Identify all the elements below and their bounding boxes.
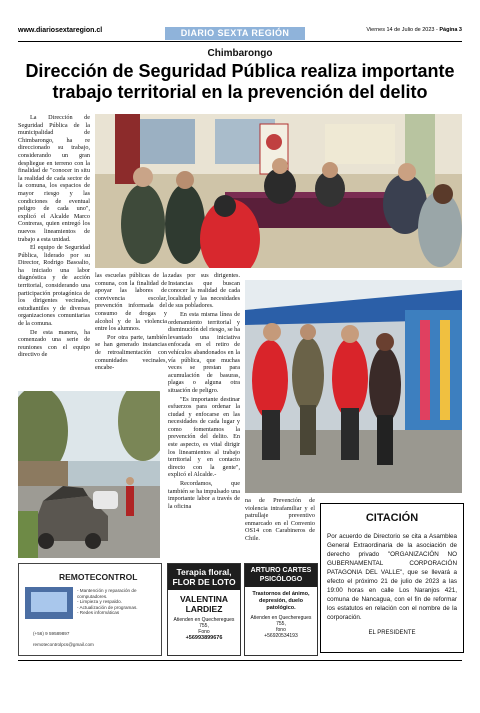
article-headline: Dirección de Seguridad Pública realiza importante trabajo territorial en la prevención del delito — [25, 61, 455, 102]
article-column-4 — [245, 497, 315, 544]
ad-services: Trastornos del ánimo, depresión, duelo patológico. — [252, 591, 310, 611]
computer-icon — [25, 587, 73, 619]
paragraph: Por otra parte, también se han generado instancias de retroalimentación con comunidades vecinales, encabe- — [95, 333, 167, 372]
ad-phone[interactable]: +56993899676 — [185, 635, 223, 641]
service-item: - Mantención y reparación de computadores. — [77, 588, 137, 599]
ad-phone[interactable]: +56920534193 — [264, 633, 298, 639]
paragraph: El equipo de Seguridad Pública, liderado por su Director, Rodrigo Basoalto, ha iniciado una labor diagnóstica y de acción territorial, considerando una participación protagónica de los dirigentes vecinales, estudiantiles y de diversas organizaciones comunitarias de la comuna. — [18, 244, 90, 328]
paragraph: "Es importante destinar esfuerzos para ordenar la ciudad y enfocarse en las necesidades de cada lugar y como fomentamos la prevención del delito. En este aspecto, es vital dirigir los lineamientos al trabajo territorial y en contacto directo con la gente", explicó el Alcalde.- — [168, 395, 240, 479]
meeting-photo — [95, 114, 462, 268]
service-item: - Limpieza y respaldo. — [77, 599, 122, 605]
header-divider — [18, 41, 462, 42]
ad-phone-label: fono — [276, 627, 286, 633]
article-column-3 — [168, 272, 240, 511]
date-text: Viernes 14 de Julio de 2023 - — [366, 27, 438, 33]
ad-address: Atienden en Quecheregues 755, — [250, 615, 312, 627]
ad-name: VALENTINA LARDIEZ — [179, 594, 228, 614]
ad-phone[interactable]: (+56) 9 59589897 — [33, 631, 70, 636]
article-kicker: Chimbarongo — [207, 48, 273, 59]
date-page — [366, 27, 462, 33]
notice-signature: EL PRESIDENTE — [368, 630, 416, 636]
notice-title: CITACIÓN — [365, 512, 419, 524]
notice-body: Por acuerdo de Directorio se cita a Asamblea General Extraordinaria de la asociación de derecho privado "ORGANIZACIÓN NO GUBERNAMENTAL CORPORACIÓN PATAGONIA DEL VALLE", que se llevará a efecto el próximo 21 de julio de 2023 a las 19:00 horas en calle Los Naranjos 421, comuna de Nancagua, con el fin de reformar los estatutos en relación con el nombre de la corporación. — [327, 533, 457, 621]
site-url[interactable]: www.diariosextaregion.cl — [18, 27, 103, 34]
ad-phone-label: Fono — [198, 629, 210, 635]
remote-control-ad[interactable] — [18, 563, 162, 656]
paragraph: Recordamos, que también se ha impulsado una importante labor a través de la oficina — [168, 480, 240, 510]
ad-brand: REMOTECONTROL — [59, 572, 138, 582]
article-column-1 — [18, 114, 90, 360]
page-number: Página 3 — [439, 27, 462, 33]
footer-divider — [18, 660, 462, 661]
ad-email[interactable]: remotecontrolpcs@gmail.com — [33, 642, 94, 647]
paragraph: zadas por sus dirigentes. Instancias que buscan conocer la realidad de cada localidad y las necesidades de sus pobladores. — [168, 272, 240, 310]
ad-address: Atienden en Quecheregues 755, — [173, 617, 235, 629]
section-title: DIARIO SEXTA REGIÓN — [180, 28, 290, 38]
ad-services — [77, 588, 157, 616]
ad-title: ARTURO CARTES PSICÓLOGO — [245, 564, 317, 587]
paragraph: En esta misma línea de ordenamiento territorial y disminución del riesgo, se ha levantado una iniciativa enfocada en el retiro de vehículos abandonados en la vía pública, que muchas veces se prestan para acumulación de basuras, plagas o alguna otra situación de peligro. — [168, 310, 241, 394]
section-band — [165, 27, 305, 40]
citacion-notice — [320, 503, 464, 653]
psychologist-ad[interactable] — [244, 563, 318, 656]
paragraph: De esta manera, ha comenzado una serie de reuniones con el equipo directivo de — [18, 328, 90, 359]
paragraph: las escuelas públicas de la comuna, con la finalidad de apoyar las labores de convivencia escolar, prevención informada del consumo de drogas y alcohol y de la violencia entre los alumnos. — [95, 272, 167, 333]
article-column-2 — [95, 272, 167, 373]
street-photo — [245, 280, 462, 493]
abandoned-car-photo — [18, 391, 160, 558]
paragraph: La Dirección de Seguridad Pública de la municipalidad de Chimbarongo, ha re direccionado su trabajo, considerando un gran despliegue en terreno con la finalidad de "conocer in situ la realidad de cada sector de la comuna, los espacios de mayor riesgo y las condiciones de eventual peligro de cada uno", explicó el Alcalde Marco Contreras, quien entregó los nuevos lineamientos de trabajo a esta unidad. — [18, 114, 90, 243]
service-item: - Actualización de programas. — [77, 604, 138, 610]
service-item: - Redes informáticas — [77, 610, 120, 616]
ad-title: Terapia floral, FLOR DE LOTO — [168, 564, 240, 590]
terapia-floral-ad[interactable] — [167, 563, 241, 656]
paragraph: na de Prevención de violencia intrafamiliar y el patrullaje preventivo enmarcado en el Convenio OS14 con Carabineros de Chile. — [245, 497, 315, 542]
